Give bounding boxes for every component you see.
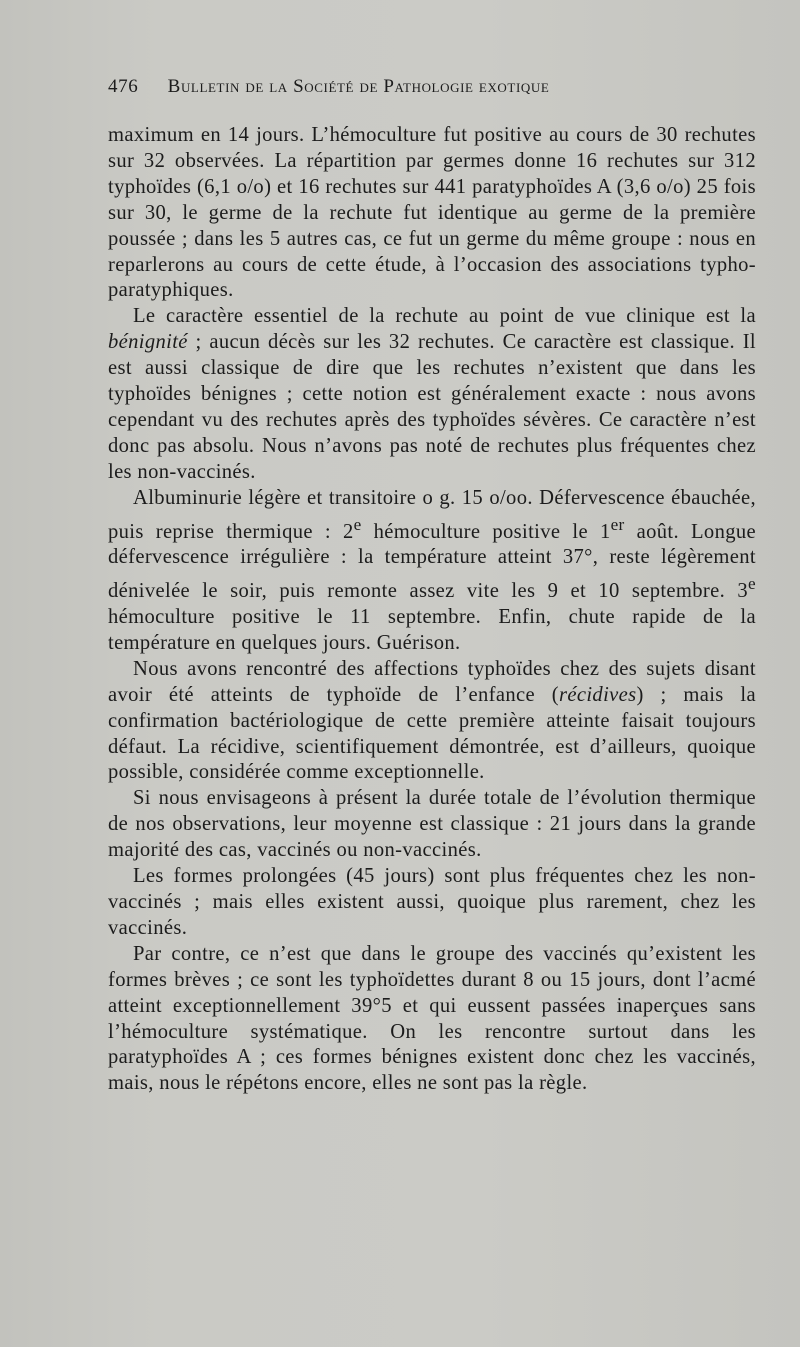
paragraph-5: Si nous envisageons à présent la durée totale de l’évolution thermique de nos observations, leur moyenne est classique : 21 jours dans la grande majorité des cas, vaccinés ou non-vaccinés. (108, 787, 756, 862)
running-header (108, 76, 758, 98)
superscript-e-1: e (353, 514, 362, 534)
paragraph-2-part-1: Le caractère essentiel de la rechute au point de vue clinique est la (133, 305, 756, 328)
running-title: Bulletin de la Société de Pathologie exotique (167, 76, 550, 97)
paragraph-2 (108, 304, 756, 485)
paragraph-3-part-2: hémoculture positive le 1 (361, 520, 611, 543)
superscript-er: er (610, 514, 625, 534)
paragraph-3-part-4: hémoculture positive le 11 septembre. Enfin, chute rapide de la température en quelques jours. Guérison. (108, 606, 756, 654)
paragraph-1: maximum en 14 jours. L’hémoculture fut positive au cours de 30 rechutes sur 32 observées. La répartition par germes donne 16 rechutes sur 312 typhoïdes (6,1 o/o) et 16 rechutes sur 441 paratyphoïdes A (3,6 o/o) 25 fois sur 30, le germe de la rechute fut identique au germe de la première poussée ; dans les 5 autres cas, ce fut un germe du même groupe : nous en reparlerons au cours de cette étude, à l’occasion des associations typho-paratyphiques. (108, 124, 756, 302)
superscript-e-2: e (748, 574, 756, 594)
paragraph-2-part-2: ; aucun décès sur les 32 rechutes. Ce caractère est classique. Il est aussi classique de dire que les rechutes n’existent que dans les typhoïdes bénignes ; cette notion est généralement exacte : nous avons cependant vu des rechutes après des typhoïdes sévères. Ce caractère n’est donc pas absolu. Nous n’avons pas noté de rechutes plus fréquentes chez les non-vaccinés. (108, 331, 756, 483)
body-text (108, 123, 756, 1097)
emphasis-benignite: bénignité (108, 331, 188, 354)
paragraph-7: Par contre, ce n’est que dans le groupe des vaccinés qu’existent les formes brèves ; ce sont les typhoïdettes durant 8 ou 15 jours, dont l’acmé atteint exceptionnellement 39°5 et qui eussent passées inaperçues sans l’hémoculture systématique. On les rencontre surtout dans les paratyphoïdes A ; ces formes bénignes existent donc chez les vaccinés, mais, nous le répétons encore, elles ne sont pas la règle. (108, 942, 756, 1095)
paragraph-3-part-1: Albuminurie légère et transitoire o g. 15 o/oo. Défervescence ébauchée, puis reprise thermique : 2 (108, 486, 756, 543)
paragraph-4-part-2: ) ; mais la confirmation bactériologique de cette première atteinte faisait toujours défaut. La récidive, scientifiquement démontrée, est d’ailleurs, quoique possible, considérée comme exceptionnelle. (108, 683, 756, 784)
paragraph-3 (108, 486, 756, 657)
paragraph-6: Les formes prolongées (45 jours) sont plus fréquentes chez les non-vaccinés ; mais elles existent aussi, quoique plus rarement, chez les vaccinés. (108, 865, 756, 939)
page-number: 476 (108, 76, 139, 97)
paragraph-4-part-1: Nous avons rencontré des affections typhoïdes chez des sujets disant avoir été atteints de typhoïde de l’enfance ( (108, 657, 756, 706)
paragraph-4 (108, 657, 756, 787)
emphasis-recidives: récidives (559, 683, 637, 706)
paragraph-3-part-3: août. Longue défervescence irrégulière : la température atteint 37°, reste légèrement dénivelée le soir, puis remonte assez vite les 9 et 10 septembre. 3 (108, 520, 756, 603)
